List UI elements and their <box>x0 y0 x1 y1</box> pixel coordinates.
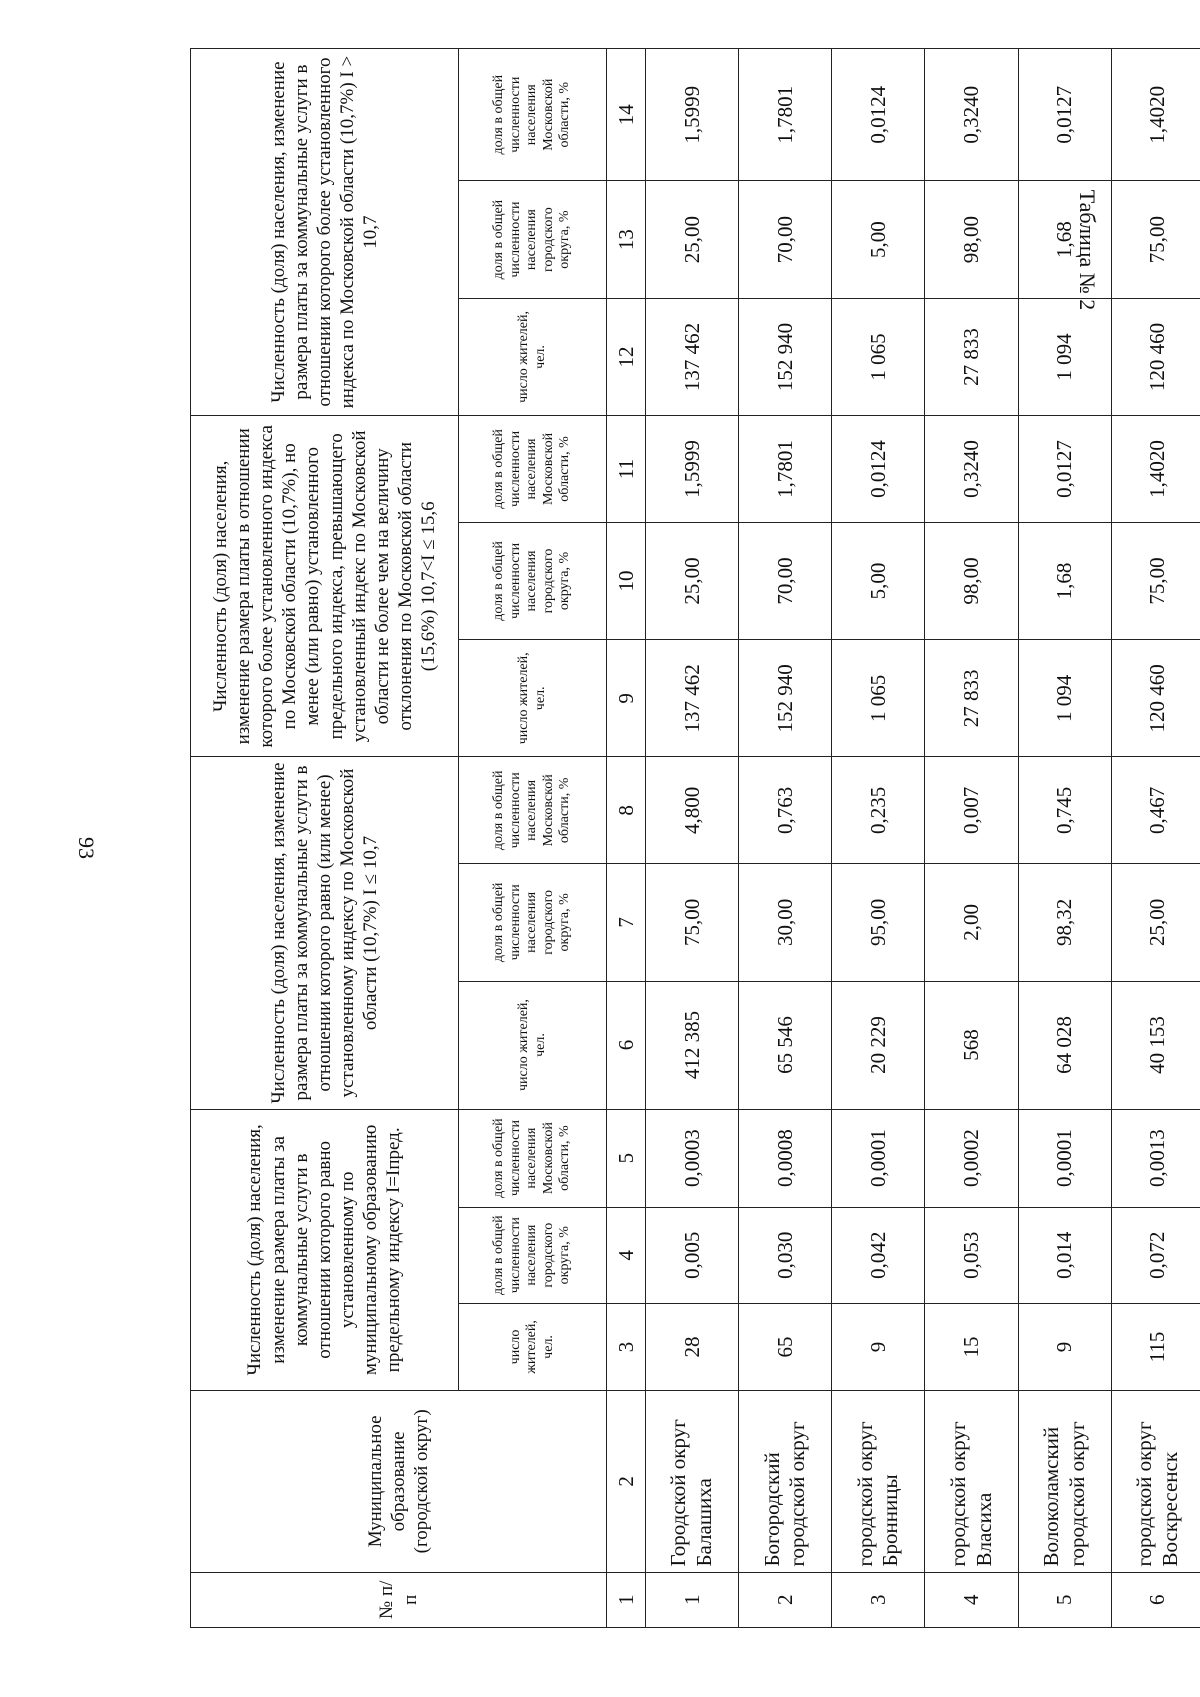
data-cell: 0,030 <box>739 1207 832 1303</box>
table-row <box>832 49 925 1628</box>
table-row <box>739 49 832 1628</box>
municipality-name-cell: городской округ Власиха <box>925 1391 1018 1572</box>
data-cell: 30,00 <box>739 864 832 981</box>
column-number: 9 <box>607 640 646 757</box>
data-cell: 75,00 <box>1111 522 1200 639</box>
data-cell: 28 <box>646 1303 739 1390</box>
header-group-2: Численность (доля) населения, изменение размера платы за коммунальные услуги в отношении которого равно (или менее) установленному индексу по Московской области (10,7%) I ≤ 10,7 <box>191 757 459 1109</box>
subheader-share-district: доля в общей численности населения городского округа, % <box>459 1207 607 1303</box>
data-cell: 20 229 <box>832 981 925 1109</box>
data-cell: 0,0124 <box>832 416 925 523</box>
data-cell: 0,0013 <box>1111 1109 1200 1207</box>
data-cell: 98,32 <box>1018 864 1111 981</box>
data-cell: 9 <box>832 1303 925 1390</box>
data-cell: 95,00 <box>832 864 925 981</box>
data-cell: 120 460 <box>1111 298 1200 415</box>
data-cell: 0,005 <box>646 1207 739 1303</box>
municipality-name-cell: городской округ Воскресенск <box>1111 1391 1200 1572</box>
column-number: 12 <box>607 298 646 415</box>
data-cell: 0,0001 <box>832 1109 925 1207</box>
data-cell: 27 833 <box>925 640 1018 757</box>
data-cell: 4,800 <box>646 757 739 864</box>
data-cell: 1,5999 <box>646 416 739 523</box>
table-title: Таблица № 2 <box>1075 189 1100 311</box>
data-cell: 137 462 <box>646 298 739 415</box>
data-cell: 5,00 <box>832 522 925 639</box>
data-cell: 412 385 <box>646 981 739 1109</box>
data-cell: 0,467 <box>1111 757 1200 864</box>
data-cell: 0,007 <box>925 757 1018 864</box>
municipality-name-cell: Волоколамский городской округ <box>1018 1391 1111 1572</box>
column-number: 3 <box>607 1303 646 1390</box>
row-number-cell: 1 <box>646 1572 739 1627</box>
data-cell: 1,4020 <box>1111 49 1200 181</box>
data-cell: 1 094 <box>1018 298 1111 415</box>
data-cell: 2,00 <box>925 864 1018 981</box>
subheader-share-district: доля в общей численности населения городского округа, % <box>459 864 607 981</box>
column-number: 13 <box>607 181 646 298</box>
population-table <box>190 48 1200 1628</box>
data-cell: 25,00 <box>1111 864 1200 981</box>
data-cell: 0,0001 <box>1018 1109 1111 1207</box>
column-number: 7 <box>607 864 646 981</box>
data-cell: 75,00 <box>646 864 739 981</box>
data-cell: 1,4020 <box>1111 416 1200 523</box>
data-cell: 1,7801 <box>739 49 832 181</box>
row-number-cell: 2 <box>739 1572 832 1627</box>
subheader-share-region: доля в общей численности населения Московской области, % <box>459 416 607 523</box>
data-cell: 0,0003 <box>646 1109 739 1207</box>
data-cell: 65 <box>739 1303 832 1390</box>
column-number: 1 <box>607 1572 646 1627</box>
data-cell: 27 833 <box>925 298 1018 415</box>
row-number-cell: 3 <box>832 1572 925 1627</box>
data-cell: 1 065 <box>832 298 925 415</box>
data-cell: 1 094 <box>1018 640 1111 757</box>
subheader-share-region: доля в общей численности населения Московской области, % <box>459 1109 607 1207</box>
data-cell: 0,042 <box>832 1207 925 1303</box>
subheader-residents: число жителей, чел. <box>459 298 607 415</box>
data-cell: 40 153 <box>1111 981 1200 1109</box>
data-cell: 0,235 <box>832 757 925 864</box>
municipality-name-cell: Богородский городской округ <box>739 1391 832 1572</box>
column-number: 8 <box>607 757 646 864</box>
data-cell: 120 460 <box>1111 640 1200 757</box>
data-cell: 25,00 <box>646 181 739 298</box>
page-number: 93 <box>74 837 99 859</box>
subheader-share-region: доля в общей численности населения Московской области, % <box>459 757 607 864</box>
data-cell: 1 065 <box>832 640 925 757</box>
data-cell: 64 028 <box>1018 981 1111 1109</box>
data-cell: 75,00 <box>1111 181 1200 298</box>
data-cell: 0,0124 <box>832 49 925 181</box>
column-number: 5 <box>607 1109 646 1207</box>
data-cell: 1,68 <box>1018 181 1111 298</box>
rotated-table-container <box>190 48 1200 1628</box>
header-col-municipality: Муниципальное образование (городской округ) <box>191 1391 607 1572</box>
data-cell: 0,072 <box>1111 1207 1200 1303</box>
data-cell: 0,763 <box>739 757 832 864</box>
data-cell: 98,00 <box>925 181 1018 298</box>
column-number: 6 <box>607 981 646 1109</box>
row-number-cell: 5 <box>1018 1572 1111 1627</box>
data-cell: 0,0008 <box>739 1109 832 1207</box>
municipality-name-cell: Городской округ Балашиха <box>646 1391 739 1572</box>
data-cell: 568 <box>925 981 1018 1109</box>
header-col-number: № п/п <box>191 1572 607 1627</box>
data-cell: 70,00 <box>739 522 832 639</box>
subheader-share-district: доля в общей численности населения городского округа, % <box>459 522 607 639</box>
header-group-1: Численность (доля) населения, изменение размера платы за коммунальные услуги в отношении которого равно установленному по муниципальному образованию предельному индексу I=Iпред. <box>191 1109 459 1391</box>
table-row <box>1111 49 1200 1628</box>
data-cell: 152 940 <box>739 640 832 757</box>
data-cell: 0,0002 <box>925 1109 1018 1207</box>
subheader-share-region: доля в общей численности населения Московской области, % <box>459 49 607 181</box>
data-cell: 5,00 <box>832 181 925 298</box>
subheader-share-district: доля в общей численности населения городского округа, % <box>459 181 607 298</box>
data-cell: 137 462 <box>646 640 739 757</box>
subheader-residents: число жителей, чел. <box>459 640 607 757</box>
subheader-residents: число жителей, чел. <box>459 1303 607 1390</box>
subheader-residents: число жителей, чел. <box>459 981 607 1109</box>
data-cell: 0,3240 <box>925 49 1018 181</box>
data-cell: 152 940 <box>739 298 832 415</box>
data-cell: 9 <box>1018 1303 1111 1390</box>
column-number: 4 <box>607 1207 646 1303</box>
row-number-cell: 6 <box>1111 1572 1200 1627</box>
header-group-4: Численность (доля) населения, изменение размера платы за коммунальные услуги в отношении которого более установленного индекса по Московской области (10,7%) I > 10,7 <box>191 49 459 416</box>
data-cell: 1,5999 <box>646 49 739 181</box>
data-cell: 1,68 <box>1018 522 1111 639</box>
table-row <box>646 49 739 1628</box>
municipality-name-cell: городской округ Бронницы <box>832 1391 925 1572</box>
column-number: 2 <box>607 1391 646 1572</box>
data-cell: 65 546 <box>739 981 832 1109</box>
column-number: 10 <box>607 522 646 639</box>
row-number-cell: 4 <box>925 1572 1018 1627</box>
data-cell: 1,7801 <box>739 416 832 523</box>
data-cell: 0,745 <box>1018 757 1111 864</box>
table-row <box>925 49 1018 1628</box>
data-cell: 0,3240 <box>925 416 1018 523</box>
data-cell: 0,0127 <box>1018 49 1111 181</box>
data-cell: 15 <box>925 1303 1018 1390</box>
data-cell: 25,00 <box>646 522 739 639</box>
data-cell: 0,0127 <box>1018 416 1111 523</box>
data-cell: 115 <box>1111 1303 1200 1390</box>
column-number: 14 <box>607 49 646 181</box>
table-row <box>1018 49 1111 1628</box>
data-cell: 0,014 <box>1018 1207 1111 1303</box>
data-cell: 70,00 <box>739 181 832 298</box>
data-cell: 98,00 <box>925 522 1018 639</box>
data-cell: 0,053 <box>925 1207 1018 1303</box>
table-body <box>646 49 1200 1628</box>
header-group-3: Численность (доля) населения, изменение размера платы в отношении которого более установленного индекса по Московской области (10,7%), но менее (или равно) установленного предельного индекса, превышающего установленный индекс по Московской области не более чем на величину отклонения по Московской области (15,6%) 10,7<I ≤ 15,6 <box>191 416 459 757</box>
column-number: 11 <box>607 416 646 523</box>
